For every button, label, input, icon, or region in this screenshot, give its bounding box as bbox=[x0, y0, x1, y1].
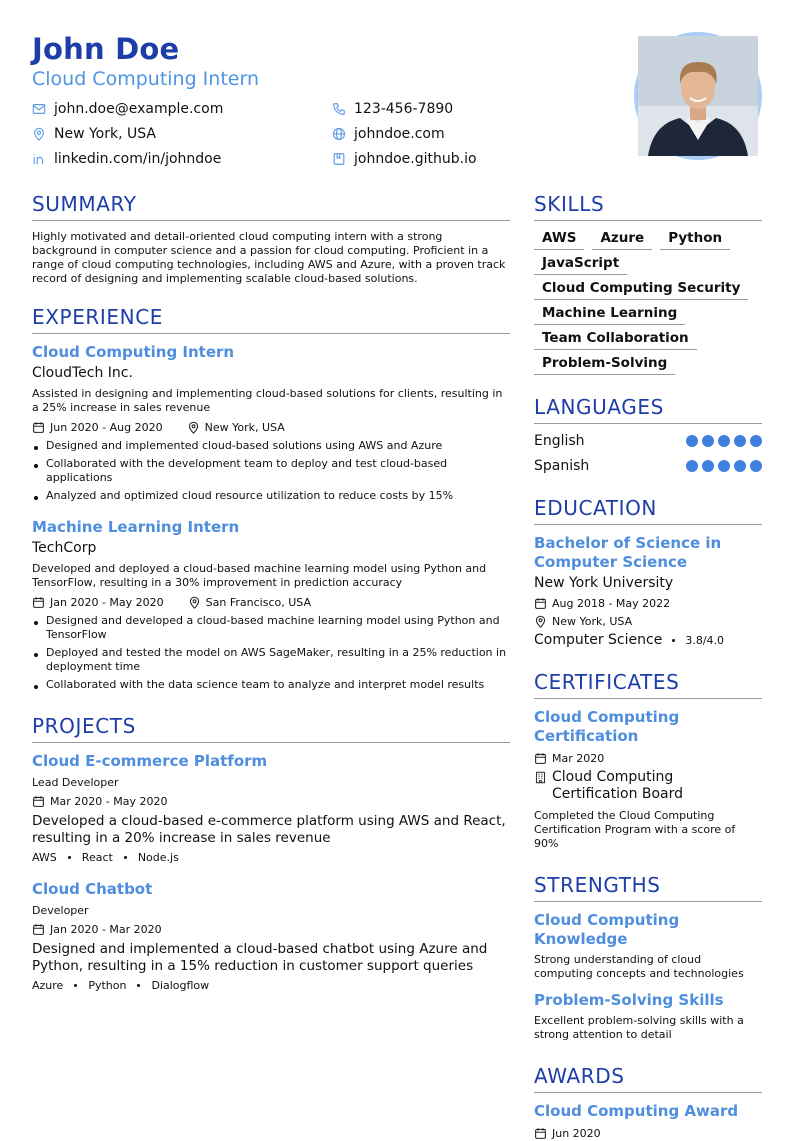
skills-list bbox=[534, 230, 762, 375]
contact-phone[interactable] bbox=[332, 100, 453, 118]
phone-text: 123-456-7890 bbox=[354, 101, 454, 117]
education-school: New York University bbox=[534, 575, 674, 591]
projects-heading: PROJECTS bbox=[32, 714, 510, 743]
list-item: Analyzed and optimized cloud resource utilization to reduce costs by 15% bbox=[32, 489, 510, 503]
job-role: Machine Learning Intern bbox=[32, 518, 240, 536]
skill-tag: Problem-Solving bbox=[534, 355, 675, 375]
certificate-date: Mar 2020 bbox=[552, 751, 605, 765]
level-dot bbox=[686, 435, 698, 447]
list-item: Collaborated with the data science team to analyze and interpret model results bbox=[32, 678, 510, 692]
experience-item bbox=[32, 518, 510, 692]
certificate-issuer: Cloud Computing Certification Board bbox=[552, 769, 684, 802]
job-meta bbox=[32, 594, 510, 610]
calendar-icon bbox=[534, 597, 547, 610]
job-description: Developed and deployed a cloud-based machine learning model using Python and TensorFlow, resulting in a 30% improvement in prediction accuracy bbox=[32, 562, 487, 589]
strength-description: Excellent problem-solving skills with a strong attention to detail bbox=[534, 1014, 744, 1041]
strength-title: Cloud Computing Knowledge bbox=[534, 911, 680, 948]
building-icon bbox=[534, 771, 547, 784]
location-pin-icon bbox=[32, 127, 46, 141]
job-meta bbox=[32, 419, 510, 435]
award-date-row bbox=[534, 1125, 762, 1141]
certificate-issuer-row bbox=[534, 769, 762, 803]
language-level bbox=[686, 460, 762, 472]
award-title: Cloud Computing Award bbox=[534, 1102, 739, 1120]
level-dot bbox=[734, 435, 746, 447]
education-location: New York, USA bbox=[552, 614, 633, 628]
calendar-icon bbox=[32, 421, 45, 434]
level-dot bbox=[702, 435, 714, 447]
skill-tag: Machine Learning bbox=[534, 305, 685, 325]
level-dot bbox=[750, 435, 762, 447]
certificate-item bbox=[534, 708, 762, 851]
project-dates: Mar 2020 - May 2020 bbox=[50, 794, 168, 808]
tech-tag: AWS bbox=[32, 851, 57, 864]
job-location: San Francisco, USA bbox=[205, 595, 311, 609]
job-bullets bbox=[32, 439, 510, 503]
job-role: Cloud Computing Intern bbox=[32, 343, 235, 361]
strength-item bbox=[534, 911, 762, 981]
phone-icon bbox=[332, 102, 346, 116]
certificate-title: Cloud Computing Certification bbox=[534, 708, 680, 745]
level-dot bbox=[686, 460, 698, 472]
education-heading: EDUCATION bbox=[534, 496, 762, 525]
language-level bbox=[686, 435, 762, 447]
education-degree: Bachelor of Science in Computer Science bbox=[534, 534, 722, 571]
calendar-icon bbox=[534, 752, 547, 765]
certificates-heading: CERTIFICATES bbox=[534, 670, 762, 699]
project-item bbox=[32, 880, 510, 992]
skills-heading: SKILLS bbox=[534, 192, 762, 221]
project-description: Developed a cloud-based e-commerce platform using AWS and React, resulting in a 20% increase in sales revenue bbox=[32, 813, 506, 846]
certificate-date-row bbox=[534, 750, 762, 766]
language-row bbox=[534, 457, 762, 474]
location-text: New York, USA bbox=[54, 126, 156, 142]
project-meta bbox=[32, 921, 510, 937]
list-item: Designed and developed a cloud-based machine learning model using Python and TensorFlow bbox=[32, 614, 510, 642]
tech-tag: Python bbox=[88, 979, 127, 992]
education-field-row bbox=[534, 632, 762, 648]
calendar-icon bbox=[32, 596, 45, 609]
strength-title: Problem-Solving Skills bbox=[534, 991, 724, 1009]
contact-website[interactable] bbox=[332, 125, 445, 143]
level-dot bbox=[734, 460, 746, 472]
location-pin-icon bbox=[188, 596, 201, 609]
education-field: Computer Science bbox=[534, 632, 663, 648]
contact-linkedin[interactable] bbox=[32, 150, 221, 168]
location-pin-icon bbox=[187, 421, 200, 434]
job-company: CloudTech Inc. bbox=[32, 365, 133, 381]
job-location: New York, USA bbox=[204, 420, 285, 434]
award-date: Jun 2020 bbox=[552, 1126, 601, 1140]
language-name: English bbox=[534, 432, 585, 449]
education-gpa: 3.8/4.0 bbox=[685, 633, 725, 647]
globe-icon bbox=[332, 127, 346, 141]
awards-heading: AWARDS bbox=[534, 1064, 762, 1093]
contact-github[interactable] bbox=[332, 150, 477, 168]
skill-tag: AWS bbox=[534, 230, 584, 250]
strengths-heading: STRENGTHS bbox=[534, 873, 762, 902]
skill-tag: Python bbox=[660, 230, 730, 250]
job-dates: Jan 2020 - May 2020 bbox=[50, 595, 164, 609]
project-title: Cloud E-commerce Platform bbox=[32, 752, 268, 770]
email-text: john.doe@example.com bbox=[54, 101, 224, 117]
list-item: Deployed and tested the model on AWS SageMaker, resulting in a 25% reduction in deployment time bbox=[32, 646, 510, 674]
project-tech bbox=[32, 851, 510, 864]
skill-tag: Team Collaboration bbox=[534, 330, 697, 350]
project-item bbox=[32, 752, 510, 864]
list-item: Collaborated with the development team to deploy and test cloud-based applications bbox=[32, 457, 510, 485]
strength-item bbox=[534, 991, 762, 1042]
website-text: johndoe.com bbox=[354, 126, 445, 142]
profile-photo bbox=[634, 32, 762, 160]
experience-item bbox=[32, 343, 510, 503]
tech-tag: Dialogflow bbox=[151, 979, 210, 992]
job-bullets bbox=[32, 614, 510, 692]
education-item bbox=[534, 534, 762, 648]
languages-heading: LANGUAGES bbox=[534, 395, 762, 424]
skill-tag: Azure bbox=[592, 230, 652, 250]
level-dot bbox=[718, 435, 730, 447]
summary-heading: SUMMARY bbox=[32, 192, 510, 221]
education-dates: Aug 2018 - May 2022 bbox=[552, 596, 671, 610]
project-description: Designed and implemented a cloud-based chatbot using Azure and Python, resulting in a 15% reduction in customer support queries bbox=[32, 941, 488, 974]
location-pin-icon bbox=[534, 615, 547, 628]
calendar-icon bbox=[32, 923, 45, 936]
project-role: Developer bbox=[32, 904, 89, 917]
mail-icon bbox=[32, 102, 46, 116]
bookmark-icon bbox=[332, 152, 346, 166]
github-text: johndoe.github.io bbox=[354, 151, 477, 167]
tech-tag: React bbox=[81, 851, 113, 864]
contact-location bbox=[32, 125, 156, 143]
candidate-name: John Doe bbox=[32, 32, 180, 66]
level-dot bbox=[718, 460, 730, 472]
calendar-icon bbox=[534, 1127, 547, 1140]
left-column bbox=[32, 192, 510, 992]
project-meta bbox=[32, 793, 510, 809]
level-dot bbox=[702, 460, 714, 472]
linkedin-text: linkedin.com/in/johndoe bbox=[54, 151, 222, 167]
project-role: Lead Developer bbox=[32, 776, 119, 789]
list-item: Designed and implemented cloud-based solutions using AWS and Azure bbox=[32, 439, 510, 453]
skill-tag: JavaScript bbox=[534, 255, 627, 275]
tech-tag: Node.js bbox=[137, 851, 179, 864]
education-dates-row bbox=[534, 595, 762, 611]
language-row bbox=[534, 432, 762, 449]
job-dates: Jun 2020 - Aug 2020 bbox=[50, 420, 163, 434]
linkedin-icon bbox=[32, 152, 46, 166]
project-title: Cloud Chatbot bbox=[32, 880, 153, 898]
level-dot bbox=[750, 460, 762, 472]
certificate-description: Completed the Cloud Computing Certification Program with a score of 90% bbox=[534, 809, 736, 850]
project-dates: Jan 2020 - Mar 2020 bbox=[50, 922, 162, 936]
summary-text: Highly motivated and detail-oriented cloud computing intern with a strong background in computer science and a passion for cloud computing. Proficient in a range of cloud computing technologies, including AWS and Azure, with a proven track record of designing and implementing scalable cloud-based solutions. bbox=[32, 230, 506, 285]
project-tech bbox=[32, 979, 510, 992]
education-location-row bbox=[534, 613, 762, 629]
strength-description: Strong understanding of cloud computing concepts and technologies bbox=[534, 953, 744, 980]
right-column bbox=[534, 192, 762, 1141]
language-name: Spanish bbox=[534, 457, 590, 474]
experience-heading: EXPERIENCE bbox=[32, 305, 510, 334]
contact-email[interactable] bbox=[32, 100, 223, 118]
calendar-icon bbox=[32, 795, 45, 808]
candidate-title: Cloud Computing Intern bbox=[32, 68, 259, 90]
award-item bbox=[534, 1102, 762, 1141]
skill-tag: Cloud Computing Security bbox=[534, 280, 748, 300]
job-description: Assisted in designing and implementing cloud-based solutions for clients, resulting in a 25% increase in sales revenue bbox=[32, 387, 503, 414]
tech-tag: Azure bbox=[32, 979, 64, 992]
job-company: TechCorp bbox=[32, 540, 97, 556]
